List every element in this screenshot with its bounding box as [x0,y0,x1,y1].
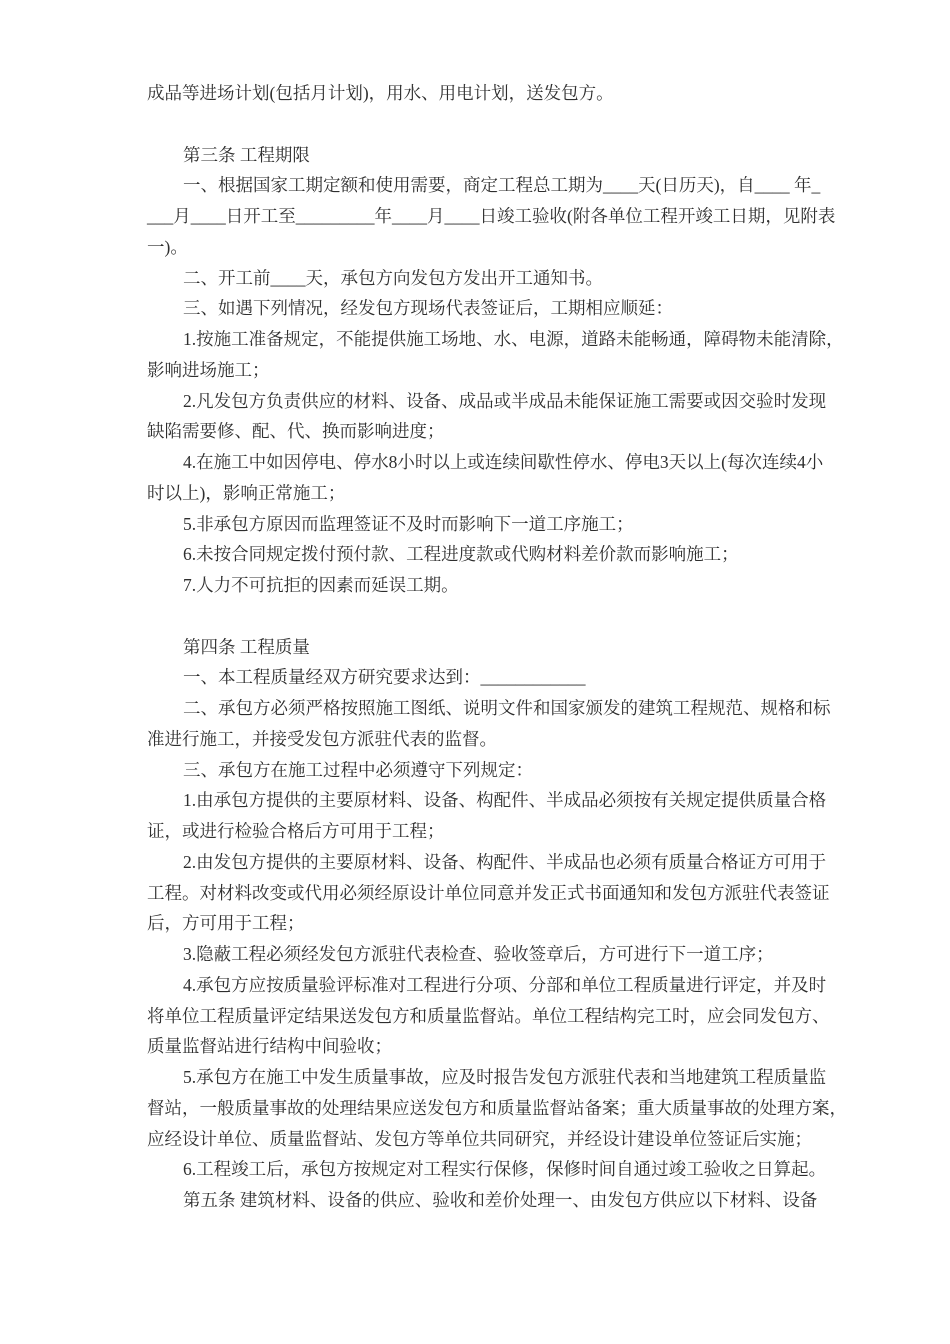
doc-line: 准进行施工，并接受发包方派驻代表的监督。 [147,728,497,749]
doc-line: 一、本工程质量经双方研究要求达到：____________ [183,667,586,688]
blank-line [147,109,887,140]
doc-line: 三、承包方在施工过程中必须遵守下列规定： [183,759,533,780]
article-3-heading: 第三条 工程期限 [183,144,310,165]
doc-line: 质量监督站进行结构中间验收； [147,1036,392,1057]
doc-line: 影响进场施工； [147,359,270,380]
blank-line [147,601,887,632]
document-content [147,78,887,1216]
doc-line: 缺陷需要修、配、代、换而影响进度； [147,421,445,442]
doc-line: 一)。 [147,236,188,257]
doc-line: 证，或进行检验合格后方可用于工程； [147,821,445,841]
doc-line: 时以上)，影响正常施工； [147,482,346,503]
doc-line: 工程。对材料改变或代用必须经原设计单位同意并发正式书面通知和发包方派驻代表签证 [147,882,830,903]
doc-line: 后，方可用于工程； [147,913,305,934]
doc-line: 7.人力不可抗拒的因素而延误工期。 [183,575,459,595]
doc-line: 3.隐蔽工程必须经发包方派驻代表检查、验收签章后，方可进行下一道工序； [183,944,774,964]
doc-line: 1.按施工准备规定，不能提供施工场地、水、电源，道路未能畅通，障碍物未能清除， [183,329,844,349]
doc-line: 应经设计单位、质量监督站、发包方等单位共同研究，并经设计建设单位签证后实施； [147,1128,812,1149]
doc-line: 6.未按合同规定拨付预付款、工程进度款或代购材料差价款而影响施工； [183,544,739,565]
doc-line: 一、根据国家工期定额和使用需要，商定工程总工期为____天(日历天)，自____ 年_ [183,175,821,196]
doc-line: 4.在施工中如因停电、停水8小时以上或连续间歇性停水、停电3天以上(每次连续4小 [183,452,824,472]
doc-line: ___月____日开工至_________年____月____日竣工验收(附各单位工程开竣工日期，见附表 [147,206,836,226]
doc-line: 三、如遇下列情况，经发包方现场代表签证后，工期相应顺延： [183,298,673,319]
doc-line: 督站，一般质量事故的处理结果应送发包方和质量监督站备案；重大质量事故的处理方案， [147,1097,847,1118]
doc-line: 5.承包方在施工中发生质量事故，应及时报告发包方派驻代表和当地建筑工程质量监 [183,1067,827,1087]
doc-line: 2.凡发包方负责供应的材料、设备、成品或半成品未能保证施工需要或因交验时发现 [183,390,827,411]
paragraph-continuation-line: 成品等进场计划(包括月计划)，用水、用电计划，送发包方。 [147,83,614,103]
doc-line: 5.非承包方原因而监理签证不及时而影响下一道工序施工； [183,513,634,534]
doc-line: 二、承包方必须严格按照施工图纸、说明文件和国家颁发的建筑工程规范、规格和标 [183,698,831,718]
article-4-heading: 第四条 工程质量 [183,636,310,657]
doc-line: 将单位工程质量评定结果送发包方和质量监督站。单位工程结构完工时，应会同发包方、 [147,1005,830,1026]
doc-line: 二、开工前____天，承包方向发包方发出开工通知书。 [183,267,603,288]
doc-line: 2.由发包方提供的主要原材料、设备、构配件、半成品也必须有质量合格证方可用于 [183,851,827,872]
doc-line: 6.工程竣工后，承包方按规定对工程实行保修，保修时间自通过竣工验收之日算起。 [183,1159,827,1180]
doc-line: 1.由承包方提供的主要原材料、设备、构配件、半成品必须按有关规定提供质量合格 [183,790,827,811]
doc-line: 4.承包方应按质量验评标准对工程进行分项、分部和单位工程质量进行评定，并及时 [183,974,827,995]
article-5-heading-line: 第五条 建筑材料、设备的供应、验收和差价处理一、由发包方供应以下材料、设备 [183,1190,818,1210]
